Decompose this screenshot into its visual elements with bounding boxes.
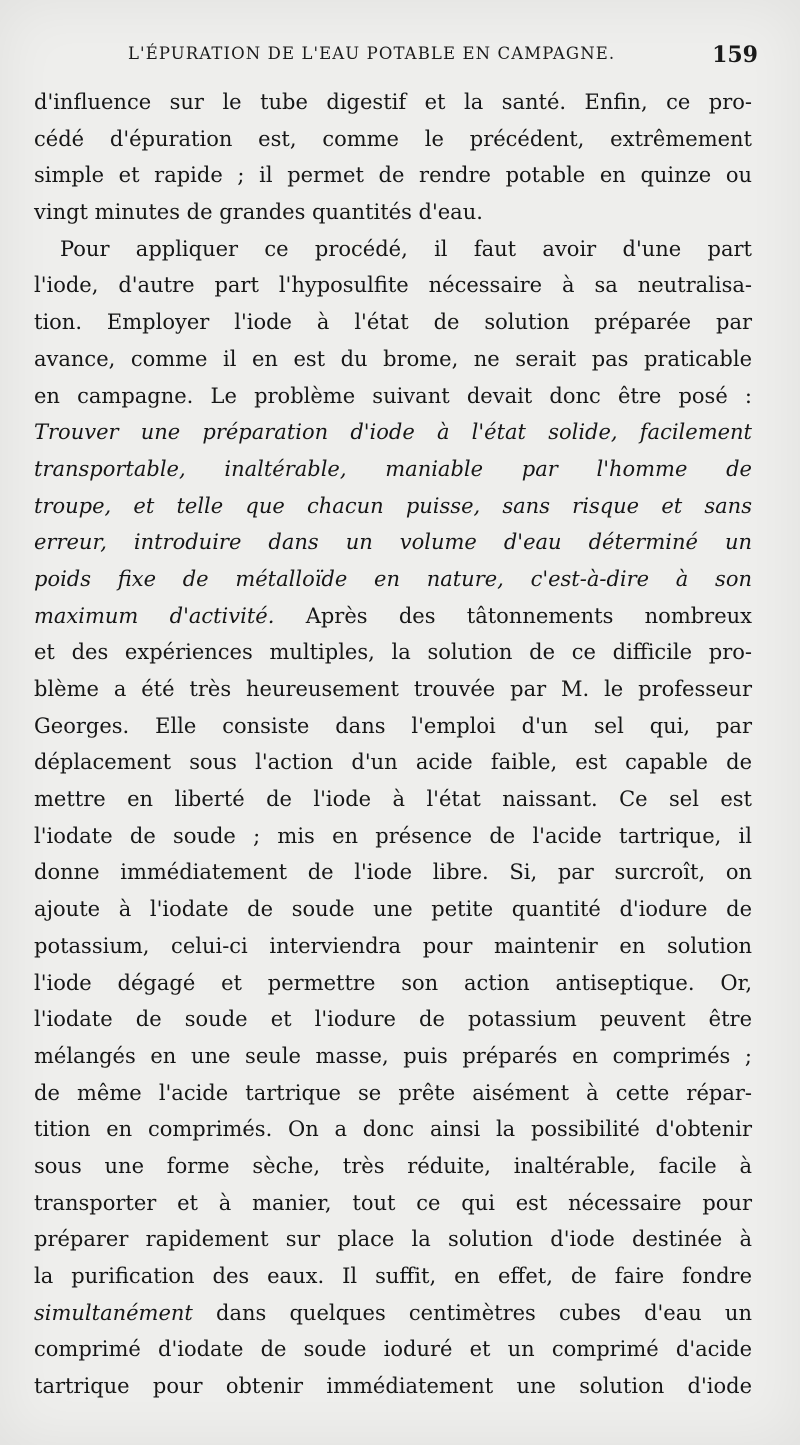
text-line: cédé d'épuration est, comme le précédent, extrêmement [34, 126, 752, 151]
body-text [34, 84, 752, 1405]
text-line: de même l'acide tartrique se prête aisément à cette répar- [34, 1080, 752, 1105]
text-line: mettre en liberté de l'iode à l'état naissant. Ce sel est [34, 787, 752, 812]
text-line: simple et rapide ; il permet de rendre potable en quinze ou [34, 163, 752, 188]
text-line: l'iodate de soude et l'iodure de potassium peuvent être [34, 1007, 752, 1032]
page-number: 159 [712, 42, 758, 68]
text-line: tition en comprimés. On a donc ainsi la possibilité d'obtenir [34, 1117, 752, 1142]
text-line-mixed [34, 1295, 752, 1332]
text-line: mélangés en une seule masse, puis préparés en comprimés ; [34, 1043, 752, 1068]
text-line-italic: Trouver une préparation d'iode à l'état solide, facilement [34, 420, 752, 445]
text-line: l'iode dégagé et permettre son action antiseptique. Or, [34, 970, 752, 995]
text-line: l'iode, d'autre part l'hyposulfite nécessaire à sa neutralisa- [34, 273, 752, 298]
text-line-italic: erreur, introduire dans un volume d'eau déterminé un [34, 530, 752, 555]
text-line: en campagne. Le problème suivant devait donc être posé : [34, 383, 752, 408]
text-line-italic: transportable, inaltérable, maniable par l'homme de [34, 456, 752, 481]
text-line: tion. Employer l'iode à l'état de solution préparée par [34, 310, 752, 335]
roman-segment: Après des tâtonnements nombreux [305, 603, 753, 628]
text-line: sous une forme sèche, très réduite, inaltérable, facile à [34, 1153, 752, 1178]
text-line-italic: troupe, et telle que chacun puisse, sans risque et sans [34, 493, 752, 518]
text-line: d'influence sur le tube digestif et la santé. Enfin, ce pro- [34, 90, 752, 114]
text-line: comprimé d'iodate de soude ioduré et un comprimé d'acide [34, 1337, 752, 1362]
text-line: préparer rapidement sur place la solution d'iode destinée à [34, 1227, 752, 1252]
text-line: donne immédiatement de l'iode libre. Si, par surcroît, on [34, 860, 752, 885]
text-line: l'iodate de soude ; mis en présence de l'acide tartrique, il [34, 823, 752, 848]
running-title: L'ÉPURATION DE L'EAU POTABLE EN CAMPAGNE. [128, 44, 616, 63]
text-line: Pour appliquer ce procédé, il faut avoir d'une part [60, 236, 752, 261]
text-line: ajoute à l'iodate de soude une petite quantité d'iodure de [34, 897, 752, 922]
italic-segment: maximum d'activité. [34, 603, 275, 628]
text-line: tartrique pour obtenir immédiatement une solution d'iode [34, 1374, 752, 1399]
text-line: blème a été très heureusement trouvée par M. le professeur [34, 677, 752, 701]
text-line: Georges. Elle consiste dans l'emploi d'un sel qui, par [34, 713, 752, 738]
text-line: déplacement sous l'action d'un acide faible, est capable de [34, 750, 752, 775]
text-line-italic: poids fixe de métalloïde en nature, c'est-à-dire à son [34, 566, 752, 591]
text-line-mixed [34, 598, 752, 635]
running-header [0, 40, 800, 80]
italic-segment: simultanément [34, 1300, 193, 1325]
text-line: la purification des eaux. Il suffit, en effet, de faire fondre [34, 1264, 752, 1288]
text-line: vingt minutes de grandes quantités d'eau. [34, 200, 483, 225]
text-line: potassium, celui-ci interviendra pour maintenir en solution [34, 933, 752, 958]
text-line: et des expériences multiples, la solution de ce difficile pro- [34, 640, 752, 665]
text-line: transporter et à manier, tout ce qui est nécessaire pour [34, 1190, 752, 1215]
roman-segment: dans quelques centimètres cubes d'eau un [216, 1300, 752, 1325]
text-line: avance, comme il en est du brome, ne serait pas praticable [34, 346, 752, 371]
